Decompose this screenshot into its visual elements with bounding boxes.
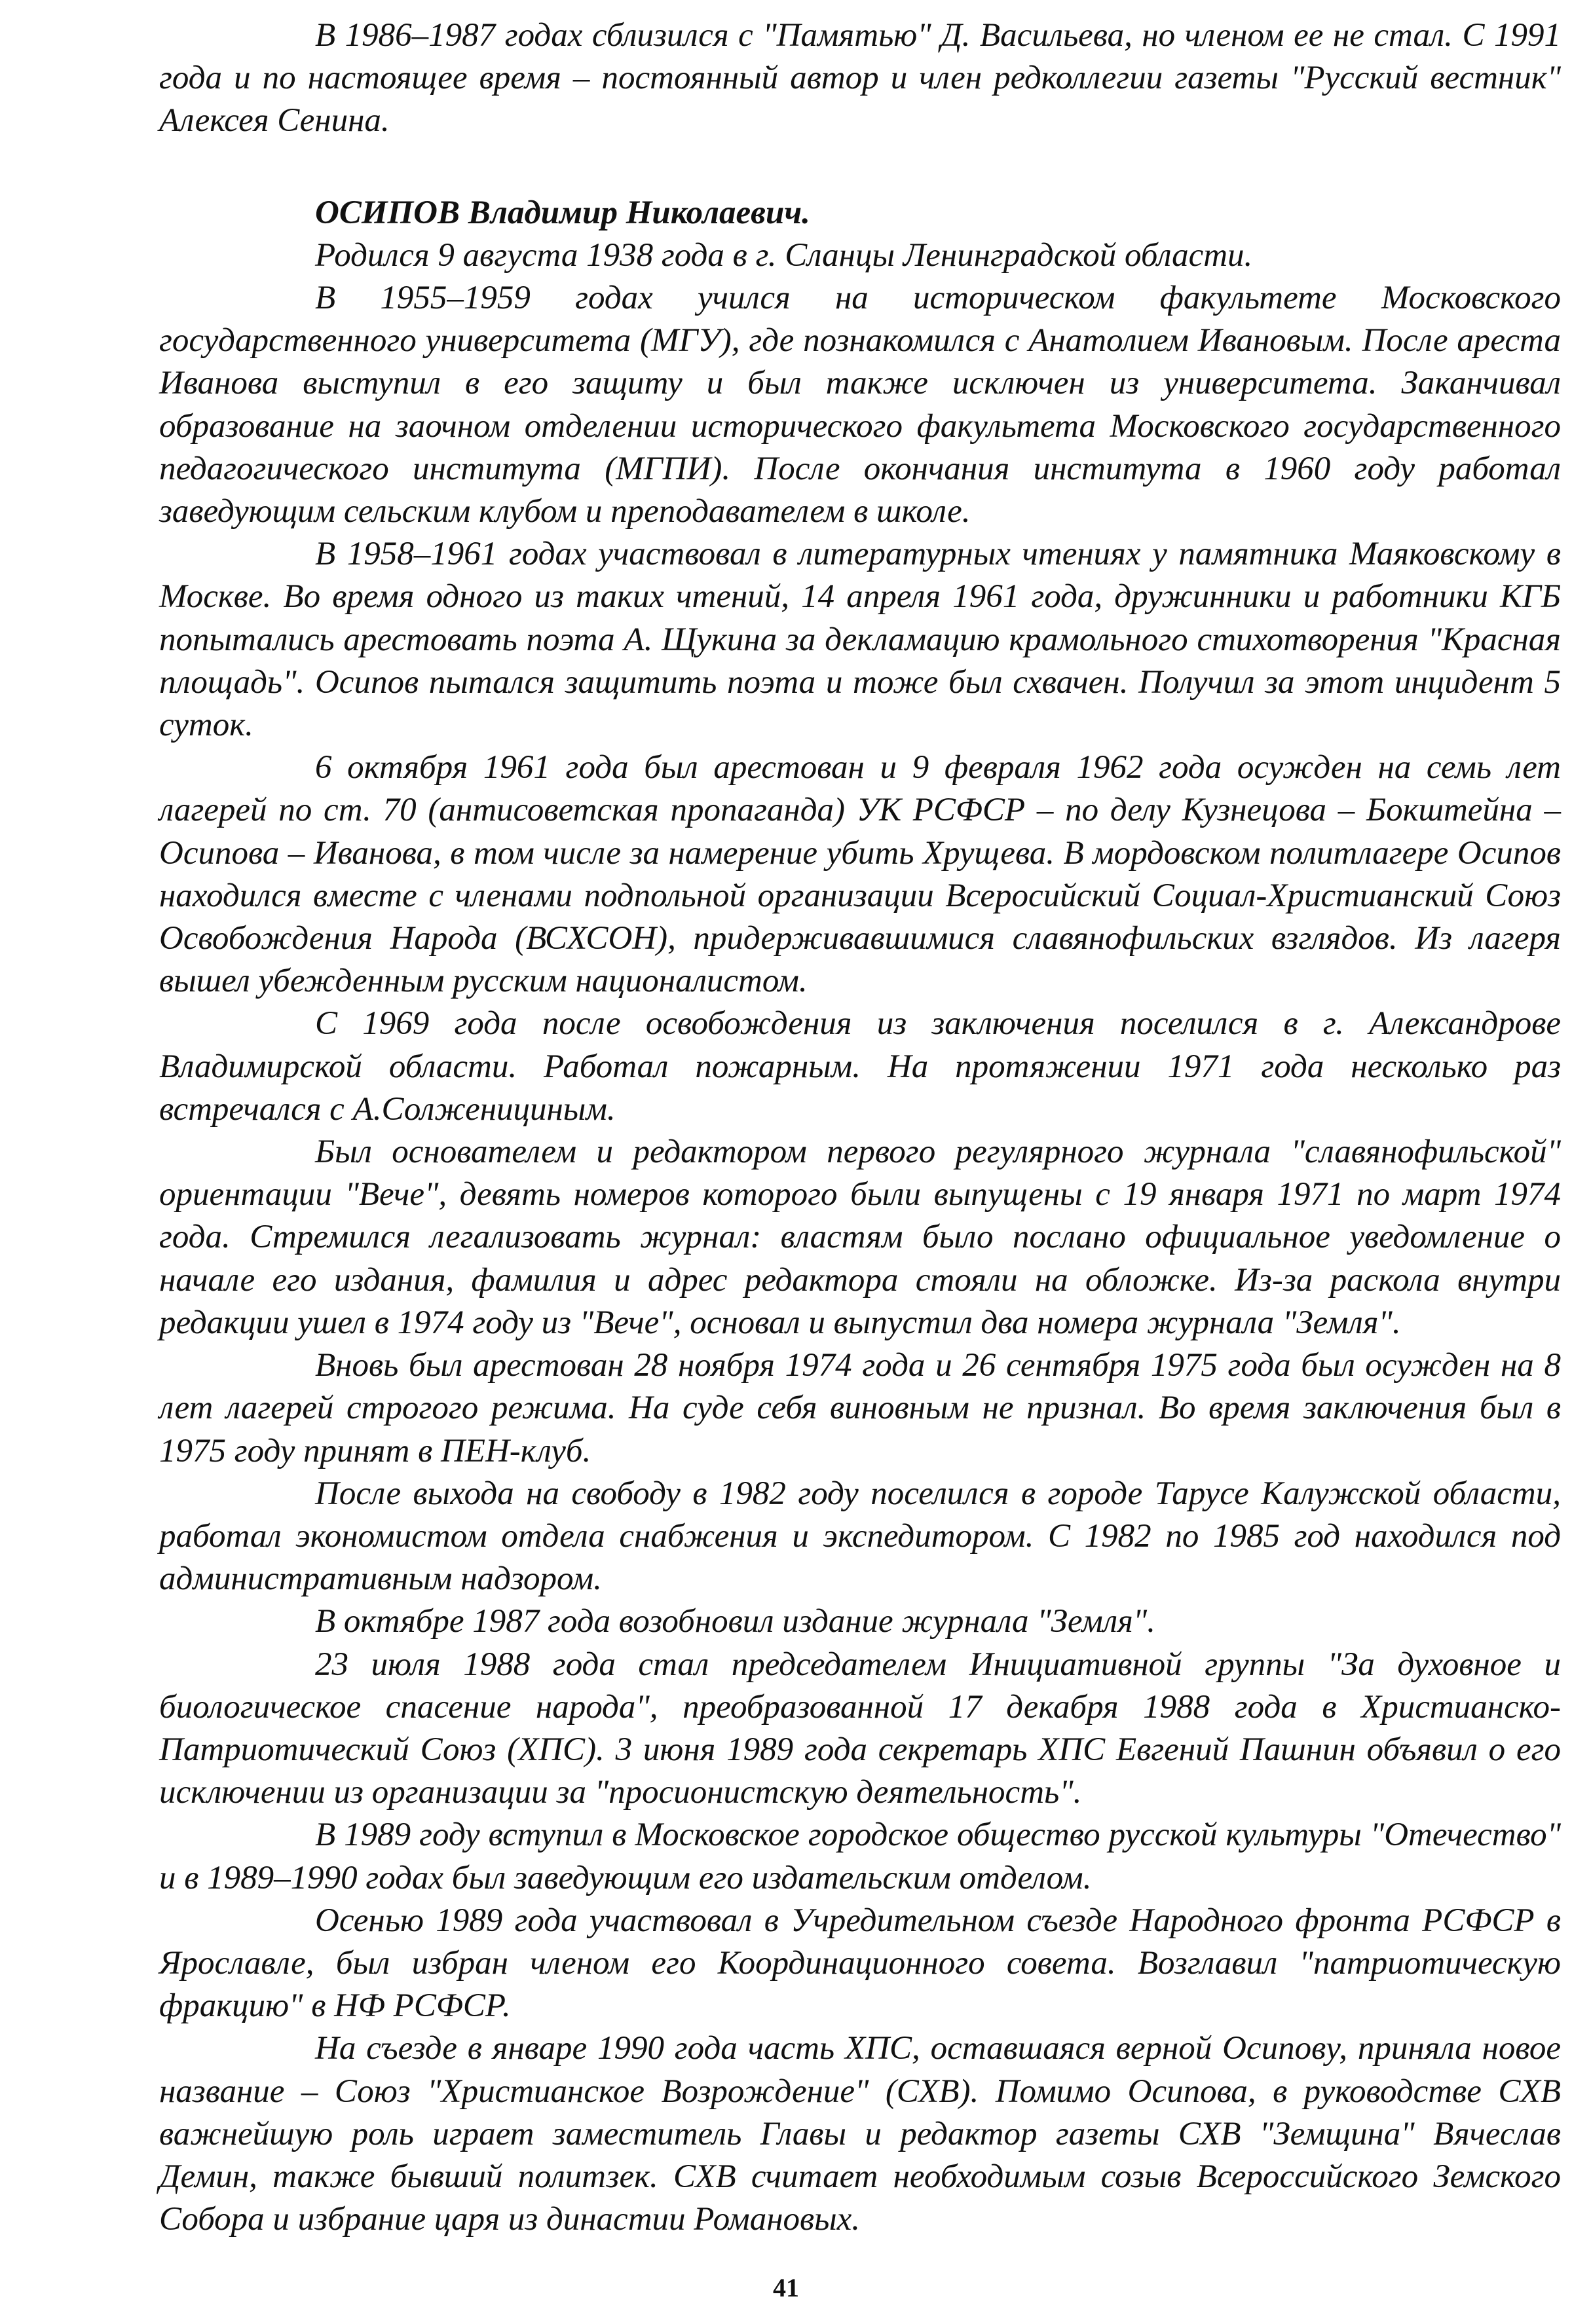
born-line: Родился 9 августа 1938 года в г. Сланцы Ленинградской области. bbox=[315, 236, 1253, 274]
body-paragraph: После выхода на свободу в 1982 году поселился в городе Тарусе Калужской области, работал экономистом отдела снабжения и экспедитором. С 1982 по 1985 год находился под административным надзором. bbox=[159, 1475, 1561, 1598]
intro-paragraph: В 1986–1987 годах сблизился с "Памятью" Д. Васильева, но членом ее не стал. С 1991 года и по настоящее время – постоянный автор и член редколлегии газеты "Русский вестник" Алексея Сенина. bbox=[159, 17, 1561, 139]
entry-heading: ОСИПОВ Владимир Николаевич. bbox=[315, 194, 810, 231]
body-paragraph: Был основателем и редактором первого регулярного журнала "славянофильской" ориентации "Вече", девять номеров которого были выпущены с 19 января 1971 по март 1974 года. Стремился легализовать журнал: властям было послано официальное уведомление о начале его издания, фамилия и адрес редактора стояли на обложке. Из-за раскола внутри редакции ушел в 1974 году из "Вече", основал и выпустил два номера журнала "Земля". bbox=[159, 1134, 1561, 1341]
body-paragraph: В 1989 году вступил в Московское городское общество русской культуры "Отечество" и в 1989–1990 годах был заведующим его издательским отделом. bbox=[159, 1817, 1561, 1896]
body-paragraph: В октябре 1987 года возобновил издание журнала "Земля". bbox=[315, 1603, 1155, 1640]
body-paragraph: В 1958–1961 годах участвовал в литературных чтениях у памятника Маяковскому в Москве. Во время одного из таких чтений, 14 апреля 1961 года, дружинники и работники КГБ попытались арестовать поэта А. Щукина за декламацию крамольного стихотворения "Красная площадь". Осипов пытался защитить поэта и тоже был схвачен. Получил за этот инцидент 5 суток. bbox=[159, 536, 1561, 744]
body-paragraph: В 1955–1959 годах учился на историческом факультете Московского государственного университета (МГУ), где познакомился с Анатолием Ивановым. После ареста Иванова выступил в его защиту и был также исключен из университета. Заканчивал образование на заочном отделении исторического факультета Московского государственного педагогического института (МГПИ). После окончания института в 1960 году работал заведующим сельским клубом и преподавателем в школе. bbox=[159, 280, 1561, 530]
document-page bbox=[159, 14, 1561, 2241]
body-paragraph: На съезде в январе 1990 года часть ХПС, оставшаяся верной Осипову, приняла новое название – Союз "Христианское Возрождение" (СХВ). Помимо Осипова, в руководстве СХВ важнейшую роль играет заместитель Главы и редактор газеты СХВ "Земщина" Вячеслав Демин, также бывший политзек. СХВ считает необходимым созыв Всероссийского Земского Собора и избрание царя из династии Романовых. bbox=[159, 2030, 1561, 2238]
body-paragraph: 6 октября 1961 года был арестован и 9 февраля 1962 года осужден на семь лет лагерей по ст. 70 (антисоветская пропаганда) УК РСФСР – по делу Кузнецова – Бокштейна – Осипова – Иванова, в том числе за намерение убить Хрущева. В мордовском политлагере Осипов находился вместе с членами подпольной организации Всеросийский Социал-Христианский Союз Освобождения Народа (ВСХСОН), придерживавшимися славянофильских взглядов. Из лагеря вышел убежденным русским националистом. bbox=[159, 749, 1561, 1000]
body-paragraph: Вновь был арестован 28 ноября 1974 года и 26 сентября 1975 года был осужден на 8 лет лагерей строгого режима. На суде себя виновным не признал. Во время заключения был в 1975 году принят в ПЕН-клуб. bbox=[159, 1347, 1561, 1469]
body-paragraph: С 1969 года после освобождения из заключения поселился в г. Александрове Владимирской области. Работал пожарным. На протяжении 1971 года несколько раз встречался с А.Солженициным. bbox=[159, 1005, 1561, 1128]
body-paragraph: Осенью 1989 года участвовал в Учредительном съезде Народного фронта РСФСР в Ярославле, был избран членом его Координационного совета. Возглавил "патриотическую фракцию" в НФ РСФСР. bbox=[159, 1902, 1561, 2025]
page-number: 41 bbox=[773, 2273, 799, 2302]
body-paragraph: 23 июля 1988 года стал председателем Инициативной группы "За духовное и биологическое спасение народа", преобразованной 17 декабря 1988 года в Христианско-Патриотический Союз (ХПС). 3 июня 1989 года секретарь ХПС Евгений Пашнин объявил о его исключении из организации за "просионистскую деятельность". bbox=[159, 1646, 1561, 1811]
